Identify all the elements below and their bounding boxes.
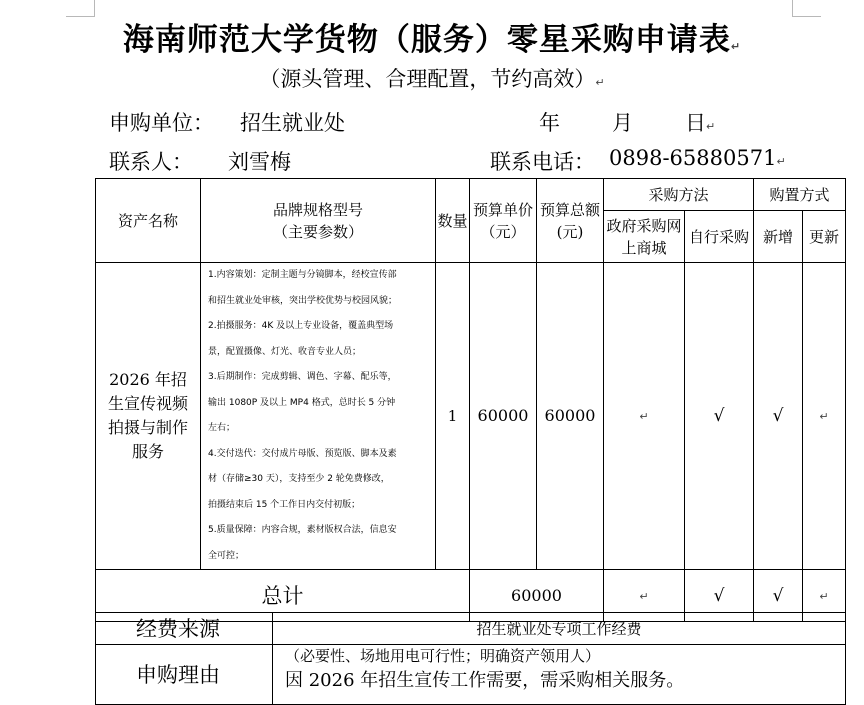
item-spec [201,263,436,570]
form-title: 海南师范大学货物（服务）零星采购申请表↵ [122,22,742,58]
form-subtitle: （源头管理、合理配置，节约高效）↵ [259,67,605,91]
date-year: 年 [539,111,560,135]
purchase-table [95,178,846,622]
unit-label: 申购单位： [109,111,214,135]
col-method-self: 自行采购 [685,211,754,263]
spec-line: 全可控； [208,550,245,561]
col-quantity: 数量 [436,179,470,263]
reason-text: 因 2026 年招生宣传工作需要，需采购相关服务。 [285,670,685,691]
item-self-purchase: √ [685,263,754,570]
total-self-purchase: √ [685,570,754,622]
col-total-budget: 预算总额(元) [537,179,604,263]
item-qty: 1 [436,263,470,570]
contact-label: 联系人： [109,150,193,174]
reason-hint: （必要性、场地用电可行性；明确资产领用人） [285,647,601,665]
spec-line: 左右； [208,423,236,433]
reason-cell [273,645,846,705]
item-name: 2026 年招生宣传视频拍摄与制作服务 [96,263,201,570]
table-row [96,263,846,570]
spec-line: 景，配置摄像、灯光、收音专业人员； [208,346,362,357]
contact-value: 刘雪梅 [228,150,291,174]
funding-reason-table [95,612,846,705]
col-type-new: 新增 [754,211,803,263]
funding-value: 招生就业处专项工作经费 [273,613,846,645]
phone-value: 0898-65880571↵ [609,146,786,170]
total-update: ↵ [803,570,846,622]
col-asset-name: 资产名称 [96,179,201,263]
spec-line: 2.拍摄服务：4K 及以上专业设备，覆盖典型场 [208,321,394,331]
spec-line: 材（存储≥30 天），支持至少 2 轮免费修改， [208,474,390,484]
reason-label: 申购理由 [96,645,273,705]
total-label: 总计 [96,570,470,622]
spec-line: 输出 1080P 及以上 MP4 格式，总时长 5 分钟 [208,397,396,408]
spec-line: 和招生就业处审核，突出学校优势与校园风貌； [208,295,398,306]
spec-line: 4.交付迭代：交付成片母版、预览版、脚本及素 [208,448,397,459]
col-method-gov-mall: 政府采购网上商城 [604,211,685,263]
date-month: 月 [612,111,633,135]
spec-line: 5.质量保障：内容合规，素材版权合法，信息安 [208,525,397,535]
funding-label: 经费来源 [96,613,273,645]
col-brand-spec: 品牌规格型号 （主要参数） [201,179,436,263]
phone-label: 联系电话： [490,150,595,174]
item-total: 60000 [537,263,604,570]
col-purchase-type: 购置方式 [754,179,846,211]
spec-line: 1.内容策划：定制主题与分镜脚本，经校宣传部 [208,270,397,280]
total-new: √ [754,570,803,622]
unit-value: 招生就业处 [240,111,345,135]
item-unit-price: 60000 [470,263,537,570]
total-amount: 60000 [470,570,604,622]
col-unit-price: 预算单价（元） [470,179,537,263]
col-type-update: 更新 [803,211,846,263]
spec-line: 拍摄结束后 15 个工作日内交付初版； [208,499,361,510]
total-gov-mall: ↵ [604,570,685,622]
date-day: 日↵ [685,111,716,135]
item-new: √ [754,263,803,570]
spec-line: 3.后期制作：完成剪辑、调色、字幕、配乐等， [208,372,397,382]
col-purchase-method: 采购方法 [604,179,754,211]
item-update: ↵ [803,263,846,570]
item-gov-mall: ↵ [604,263,685,570]
